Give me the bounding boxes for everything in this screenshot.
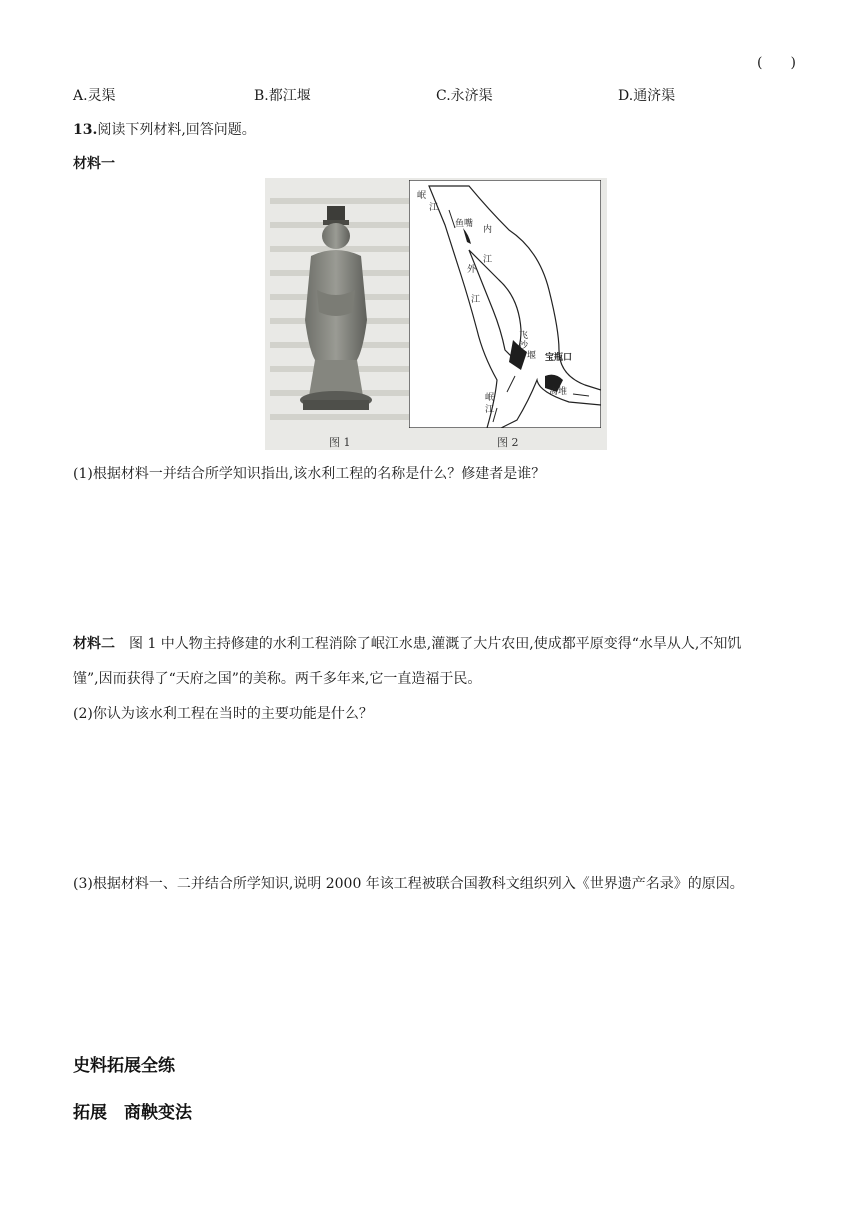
option-text: 通济渠 xyxy=(633,88,676,104)
material-figure xyxy=(265,178,607,450)
question-number: 13. xyxy=(73,122,98,138)
statue-image xyxy=(283,200,393,420)
map-label: 堰 xyxy=(527,351,537,361)
option-b xyxy=(254,85,311,105)
map-label: 宝瓶口 xyxy=(545,353,573,363)
sub-question-1: (1)根据材料一并结合所学知识指出,该水利工程的名称是什么？修建者是谁？ xyxy=(73,466,546,482)
section-title: 史料拓展全练 xyxy=(73,1056,175,1076)
material-2-text-line2: 馑”,因而获得了“天府之国”的美称。两千多年来,它一直造福于民。 xyxy=(73,671,482,687)
map-label: 鱼嘴 xyxy=(455,219,474,229)
sub-question-3: (3)根据材料一、二并结合所学知识,说明 2000 年该工程被联合国教科文组织列入《世界遗产名录》的原因。 xyxy=(73,876,744,892)
option-letter: A. xyxy=(73,88,88,104)
option-text: 都江堰 xyxy=(268,88,311,104)
map-label: 岷 xyxy=(417,191,427,201)
option-letter: D. xyxy=(618,88,634,104)
option-text: 灵渠 xyxy=(87,88,116,104)
question-13-header xyxy=(73,119,256,139)
question-prompt: 阅读下列材料,回答问题。 xyxy=(97,122,256,138)
map-label: 江 xyxy=(429,203,439,213)
option-letter: B. xyxy=(254,88,269,104)
option-c xyxy=(436,85,493,105)
figure-2-caption: 图 2 xyxy=(497,436,519,449)
option-d xyxy=(618,85,675,105)
map-label: 江 xyxy=(485,405,495,415)
map-label: 飞 xyxy=(519,331,529,341)
map-label: 内 xyxy=(483,225,493,235)
material-2-label: 材料二 xyxy=(73,636,115,652)
sub-question-2: (2)你认为该水利工程在当时的主要功能是什么？ xyxy=(73,706,373,722)
material-2-text-line1: 图 1 中人物主持修建的水利工程消除了岷江水患,灌溉了大片农田,使成都平原变得“水旱从人,不知饥 xyxy=(129,636,742,652)
dujiangyan-map xyxy=(409,180,601,428)
map-label: 沙 xyxy=(519,341,529,351)
map-label: 江 xyxy=(483,255,493,265)
subsection-title: 拓展 商鞅变法 xyxy=(73,1103,192,1123)
map-label: 江 xyxy=(471,295,481,305)
option-text: 永济渠 xyxy=(450,88,493,104)
option-a xyxy=(73,85,116,105)
material-1-label: 材料一 xyxy=(73,156,115,172)
answer-parenthesis: ( ) xyxy=(757,55,796,71)
map-label: 外 xyxy=(467,265,477,275)
map-label: 岷 xyxy=(485,393,495,403)
map-label: 离堆 xyxy=(549,387,568,397)
option-letter: C. xyxy=(436,88,451,104)
figure-1-caption: 图 1 xyxy=(329,436,351,449)
material-2 xyxy=(73,634,741,654)
